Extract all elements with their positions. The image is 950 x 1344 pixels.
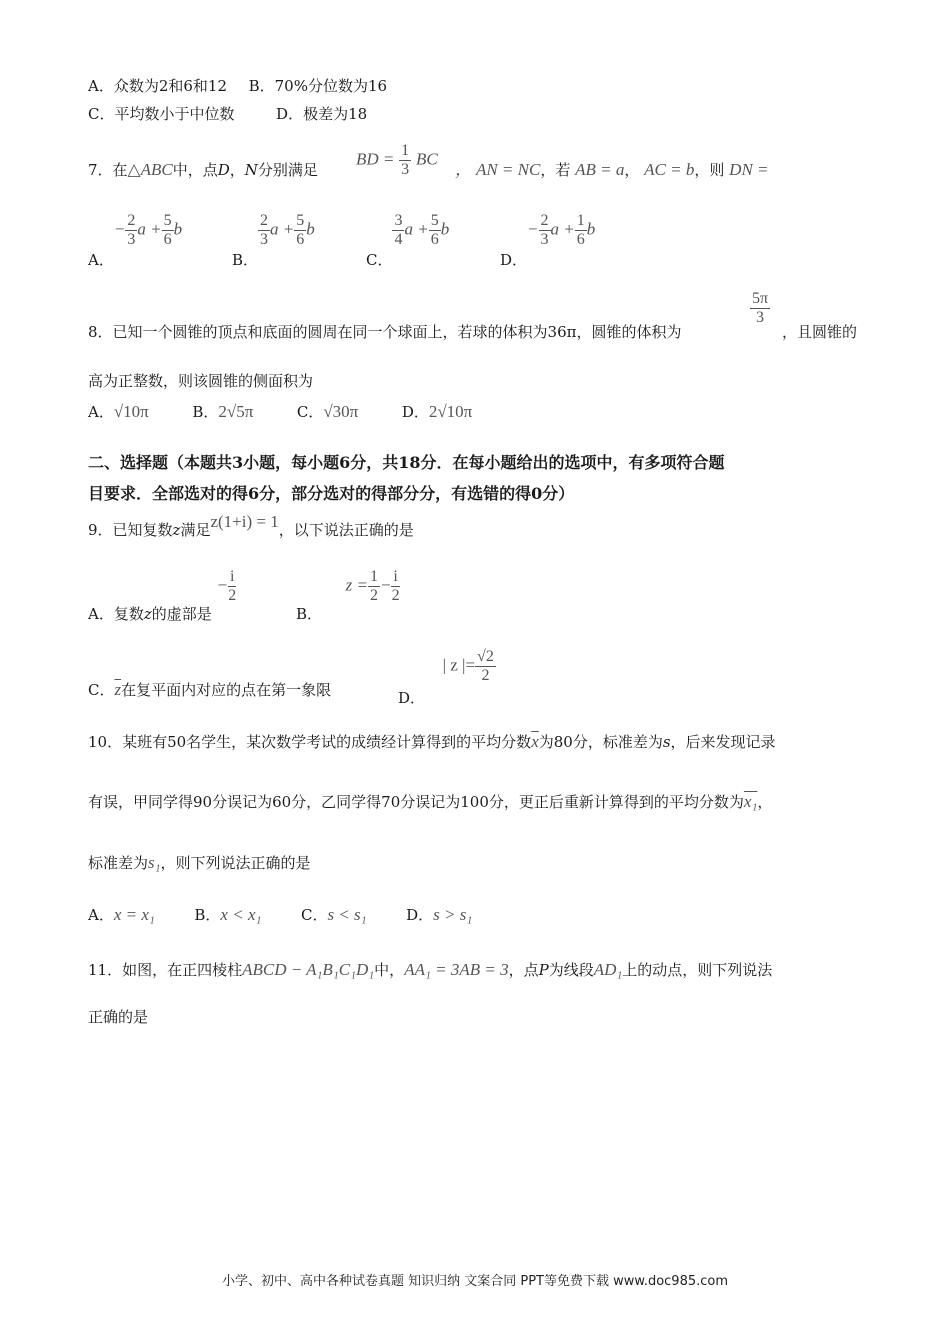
q10-option-c: s < s₁ [327, 905, 367, 924]
q10-option-c-label: C． [300, 906, 328, 924]
q7-option-a-sign: − [113, 219, 126, 239]
q7-an-nc: ， AN = NC [455, 160, 541, 179]
q10-stem-line-3 [88, 853, 311, 873]
q11-text-1: 11．如图，在正四棱柱 [88, 961, 243, 979]
q9-stem [88, 512, 414, 540]
q9-option-a: A．复数z的虚部是 − $\frac{i}{2}$ [88, 568, 237, 623]
q11-text-4: 为线段 [548, 961, 594, 979]
q7-option-d: D．− $\frac{2}{3}$ a + $\frac{1}{6}$ b [500, 212, 596, 269]
q9-option-c [88, 680, 331, 700]
q10-text-1: 10．某班有50名学生，某次数学考试的成绩经计算得到的平均分数 [88, 733, 532, 751]
q7-bd-lhs: BD = [356, 149, 395, 169]
q8-option-a: √10π [113, 402, 149, 421]
q8-stem-line-1 [88, 322, 682, 342]
q9-z: z [172, 521, 181, 539]
q9-equation: z(1+i) = 1 [210, 512, 279, 531]
q7-option-b-label: B． [232, 250, 259, 269]
q7-number: 7．在 [88, 161, 128, 179]
q10-stem-line-1 [88, 732, 776, 752]
q7-option-c-label: C． [366, 250, 393, 269]
q8-stem-line-2 [88, 371, 313, 391]
q7-text-3: 分别满足 [257, 161, 318, 179]
q8-option-c-label: C． [296, 403, 324, 421]
q10-option-d: s > s₁ [433, 905, 473, 924]
q10-s: s [662, 733, 671, 751]
q8-text-1: 8．已知一个圆锥的顶点和底面的圆周在同一个球面上，若球的体积为36π，圆锥的体积为 [88, 323, 682, 341]
q7-option-a-label: A． [88, 250, 114, 269]
q10-x1bar: x₁ [743, 792, 758, 811]
q7-stem [88, 160, 318, 180]
q9-option-d: D． | z |= $\frac{√2}{2}$ [398, 648, 494, 707]
q7-point-n: N [244, 161, 258, 179]
q10-text-6: 标准差为 [88, 854, 149, 872]
q7-option-a: A．− $\frac{2}{3}$ a + $\frac{5}{6}$ b [88, 212, 183, 269]
q9-text-2: 满足 [180, 521, 211, 539]
q11-stem-line-2: 正确的是 [88, 1008, 149, 1026]
q8-volume-fraction: $\frac{5\pi}{3}$ [752, 290, 769, 326]
q7-stem-rest [455, 160, 769, 180]
q10-option-a-label: A． [88, 906, 114, 924]
q7-ab: AB = a [575, 160, 625, 179]
q8-option-d-label: D． [401, 403, 429, 421]
section-2-heading-line-2: 目要求．全部选对的得6分，部分选对的得部分分，有选错的得0分） [88, 484, 575, 503]
q7-option-c: C． $\frac{3}{4}$ a + $\frac{5}{6}$ b [366, 212, 450, 269]
q9-text-1: 9．已知复数 [88, 521, 173, 539]
q10-s1: s₁ [148, 853, 161, 872]
q7-triangle: △ABC [127, 160, 173, 179]
q8-option-c: √30π [323, 402, 359, 421]
q7-option-d-sign: − [527, 219, 539, 239]
q8-text-end: ，且圆锥的 [782, 323, 858, 341]
q8-option-b-label: B． [192, 403, 219, 421]
q9-option-a-text: A．复数 [88, 604, 144, 623]
q6-option-a: A．众数为2和6和12 [88, 77, 228, 95]
q11-stem-line-1 [88, 960, 772, 980]
q7-point-d: D [217, 161, 230, 179]
q10-text-3: ，后来发现记录 [670, 733, 776, 751]
q9-option-b-label: B． [296, 604, 323, 623]
q7-condition-bd [356, 142, 438, 179]
q7-text-1: 中，点 [172, 161, 218, 179]
q11-segment: AD₁ [593, 960, 623, 979]
q8-stem-end [782, 322, 857, 342]
page-footer: 小学、初中、高中各种试卷真题 知识归纳 文案合同 PPT等免费下载 www.doc985.com [221, 1274, 729, 1289]
q9-option-c-label: C． [88, 681, 115, 699]
q8-option-b: 2√5π [218, 402, 254, 421]
q8-options [88, 402, 608, 422]
q11-text-3: ，点 [508, 961, 539, 979]
q11-point-p: P [538, 961, 549, 979]
q10-option-b: x < x₁ [220, 905, 262, 924]
q10-option-b-label: B． [194, 906, 221, 924]
q10-text-2: 为80分，标准差为 [538, 733, 663, 751]
q10-options [88, 905, 472, 925]
q9-option-d-label: D． [398, 688, 426, 707]
q10-option-a: x = x₁ [113, 905, 155, 924]
q7-ac: AC = b [644, 160, 695, 179]
q11-condition: AA₁ = 3AB = 3 [404, 960, 509, 979]
q9-option-b-eq: z = [345, 575, 368, 595]
q7-text-2: ， [229, 161, 245, 179]
q6-option-d: D．极差为18 [276, 105, 368, 123]
q8-option-a-label: A． [88, 403, 114, 421]
q8-text-2: 高为正整数，则该圆锥的侧面积为 [88, 372, 314, 390]
q6-option-row-1 [88, 76, 387, 96]
q10-text-7: ，则下列说法正确的是 [160, 854, 311, 872]
section-2-heading-line-1: 二、选择题（本题共3小题，每小题6分，共18分．在每小题给出的选项中，有多项符合题 [88, 453, 725, 472]
q10-text-5: ， [757, 793, 773, 811]
q7-option-d-label: D． [500, 250, 528, 269]
q9-option-a-z: z [143, 604, 152, 623]
q7-text-6: ，则 [694, 161, 725, 179]
q7-bc: BC [415, 149, 438, 169]
q10-text-4: 有误，甲同学得90分误记为60分，乙同学得70分误记为100分，更正后重新计算得到的平均分数为 [88, 793, 744, 811]
q9-option-c-zbar: $\overline{z}$ [114, 680, 122, 699]
q11-text-5: 上的动点，则下列说法 [622, 961, 773, 979]
q6-option-c: C．平均数小于中位数 [88, 105, 235, 123]
q8-option-d: 2√10π [428, 402, 473, 421]
q6-option-b: B．70%分位数为16 [248, 77, 388, 95]
q9-option-b: B． z = $\frac{1}{2}$ − $\frac{i}{2}$ [296, 568, 400, 623]
q9-option-d-eq: | z |= [442, 655, 476, 675]
q10-option-d-label: D． [406, 906, 434, 924]
q11-prism: ABCD − A₁B₁C₁D₁ [242, 960, 375, 979]
q11-text-2: 中， [374, 961, 405, 979]
q9-option-a-text-2: 的虚部是 [151, 604, 212, 623]
q7-text-5: ， [624, 161, 640, 179]
q7-one-third: $\frac{1}{3}$ [401, 142, 410, 178]
q7-option-b: B． $\frac{2}{3}$ a + $\frac{5}{6}$ b [232, 212, 315, 269]
q9-text-3: ，以下说法正确的是 [278, 521, 414, 539]
q10-xbar: $\overline{x}$ [531, 732, 539, 751]
q7-text-4: ，若 [540, 161, 571, 179]
q9-option-c-text: 在复平面内对应的点在第一象限 [121, 681, 332, 699]
q6-option-row-2 [88, 104, 367, 124]
q7-dn: DN = [729, 160, 769, 179]
q10-stem-line-2 [88, 792, 772, 812]
